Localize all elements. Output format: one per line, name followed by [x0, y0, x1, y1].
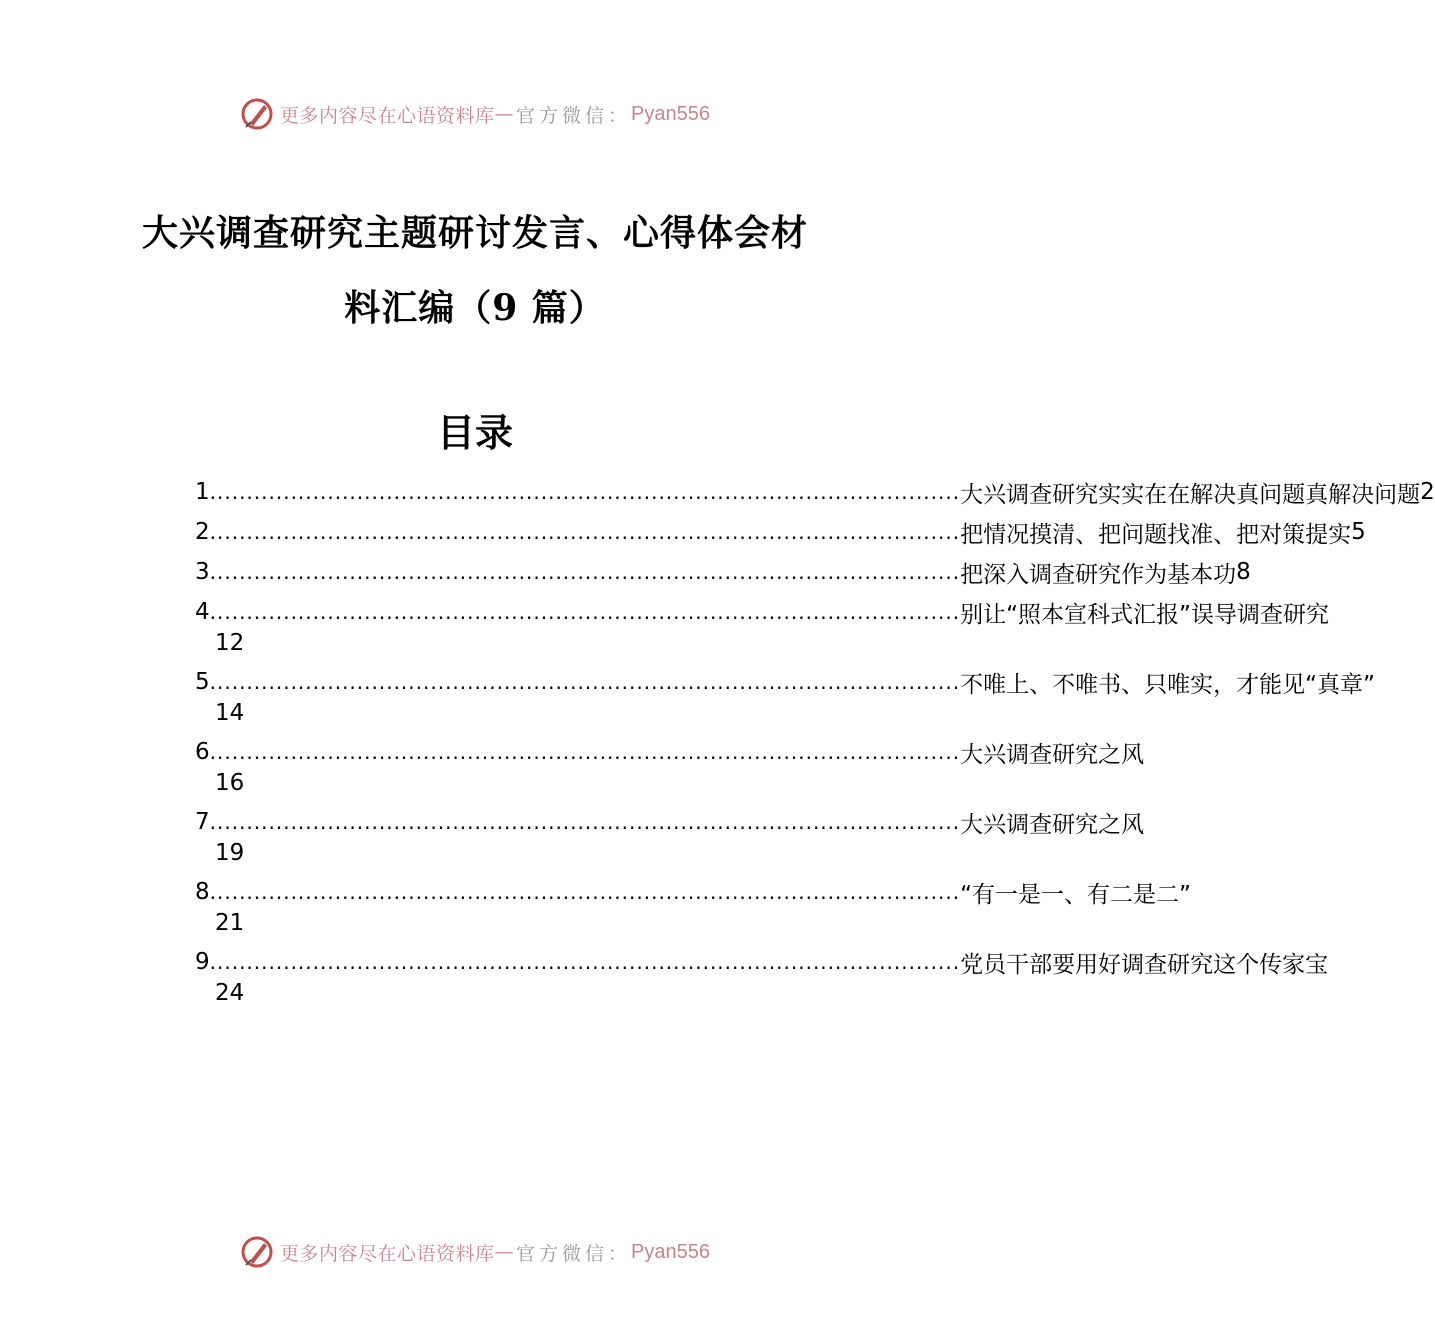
- toc-entry-title: “有一是一、有二是二”: [960, 881, 1191, 908]
- toc-entry-page: 16: [215, 770, 245, 796]
- document-title-line1: 大兴调查研究主题研讨发言、心得体会材: [141, 212, 808, 254]
- toc-entry[interactable]: [195, 662, 1375, 732]
- banner-wechat-id: Pyan556: [631, 1240, 710, 1263]
- toc-entry[interactable]: [195, 802, 1145, 872]
- toc-entry-page: 19: [215, 840, 245, 866]
- header-watermark-banner: [0, 94, 950, 134]
- toc-entry-number: 4: [195, 599, 210, 625]
- toc-entry[interactable]: [195, 872, 1191, 942]
- toc-leader-dots: ......................................................................................................: [209, 880, 961, 904]
- toc-entry-page: 21: [215, 910, 245, 936]
- toc-leader-dots: ......................................................................................................: [209, 810, 961, 834]
- banner-wechat-label: 官方微信：: [516, 1242, 632, 1265]
- toc-entry[interactable]: [195, 472, 1435, 512]
- toc-entry-title: 不唯上、不唯书、只唯实，才能见“真章”: [960, 671, 1375, 698]
- banner-wechat-label: 官方微信：: [516, 104, 632, 127]
- toc-entry-title: 大兴调查研究实实在在解决真问题真解决问题: [960, 481, 1421, 508]
- toc-entry-title: 把深入调查研究作为基本功: [960, 561, 1237, 588]
- toc-entry-page: 8: [1236, 559, 1251, 585]
- footer-watermark-banner: [0, 1232, 950, 1272]
- toc-leader-dots: ......................................................................................................: [209, 520, 961, 544]
- banner-dash: —: [494, 1241, 515, 1263]
- pen-logo-icon: [240, 97, 274, 131]
- toc-entry[interactable]: [195, 592, 1329, 662]
- toc-entry-number: 3: [195, 559, 210, 585]
- toc-entry-number: 1: [195, 479, 210, 505]
- banner-text: 更多内容尽在心语资料库: [280, 1242, 495, 1265]
- banner-wechat-id: Pyan556: [631, 102, 710, 125]
- toc-entry[interactable]: [195, 942, 1329, 1012]
- toc-entry[interactable]: [195, 512, 1366, 552]
- toc-leader-dots: ......................................................................................................: [209, 480, 961, 504]
- toc-leader-dots: ......................................................................................................: [209, 600, 961, 624]
- toc-entry-page: 14: [215, 700, 245, 726]
- pen-logo-icon: [240, 1235, 274, 1269]
- toc-entry-page: 12: [215, 630, 245, 656]
- table-of-contents: [195, 472, 1435, 1012]
- toc-leader-dots: ......................................................................................................: [209, 950, 961, 974]
- toc-entry-page: 5: [1351, 519, 1366, 545]
- toc-leader-dots: ......................................................................................................: [209, 560, 961, 584]
- toc-entry-number: 2: [195, 519, 210, 545]
- toc-entry[interactable]: [195, 732, 1145, 802]
- toc-entry-title: 党员干部要用好调查研究这个传家宝: [960, 951, 1329, 978]
- banner-dash: —: [494, 103, 515, 125]
- toc-entry-title: 大兴调查研究之风: [960, 811, 1145, 838]
- toc-leader-dots: ......................................................................................................: [209, 740, 961, 764]
- document-title-line2: 料汇编（9 篇）: [344, 287, 606, 329]
- toc-leader-dots: ......................................................................................................: [209, 670, 961, 694]
- toc-entry[interactable]: [195, 552, 1251, 592]
- toc-entry-number: 5: [195, 669, 210, 695]
- toc-entry-number: 6: [195, 739, 210, 765]
- toc-entry-page: 24: [215, 980, 245, 1006]
- banner-text: 更多内容尽在心语资料库: [280, 104, 495, 127]
- toc-entry-number: 9: [195, 949, 210, 975]
- toc-heading: 目录: [436, 410, 513, 455]
- toc-entry-title: 别让“照本宣科式汇报”误导调查研究: [960, 601, 1329, 628]
- toc-entry-title: 大兴调查研究之风: [960, 741, 1145, 768]
- toc-entry-title: 把情况摸清、把问题找准、把对策提实: [960, 521, 1352, 548]
- toc-entry-number: 7: [195, 809, 210, 835]
- toc-entry-number: 8: [195, 879, 210, 905]
- toc-entry-page: 2: [1420, 479, 1435, 505]
